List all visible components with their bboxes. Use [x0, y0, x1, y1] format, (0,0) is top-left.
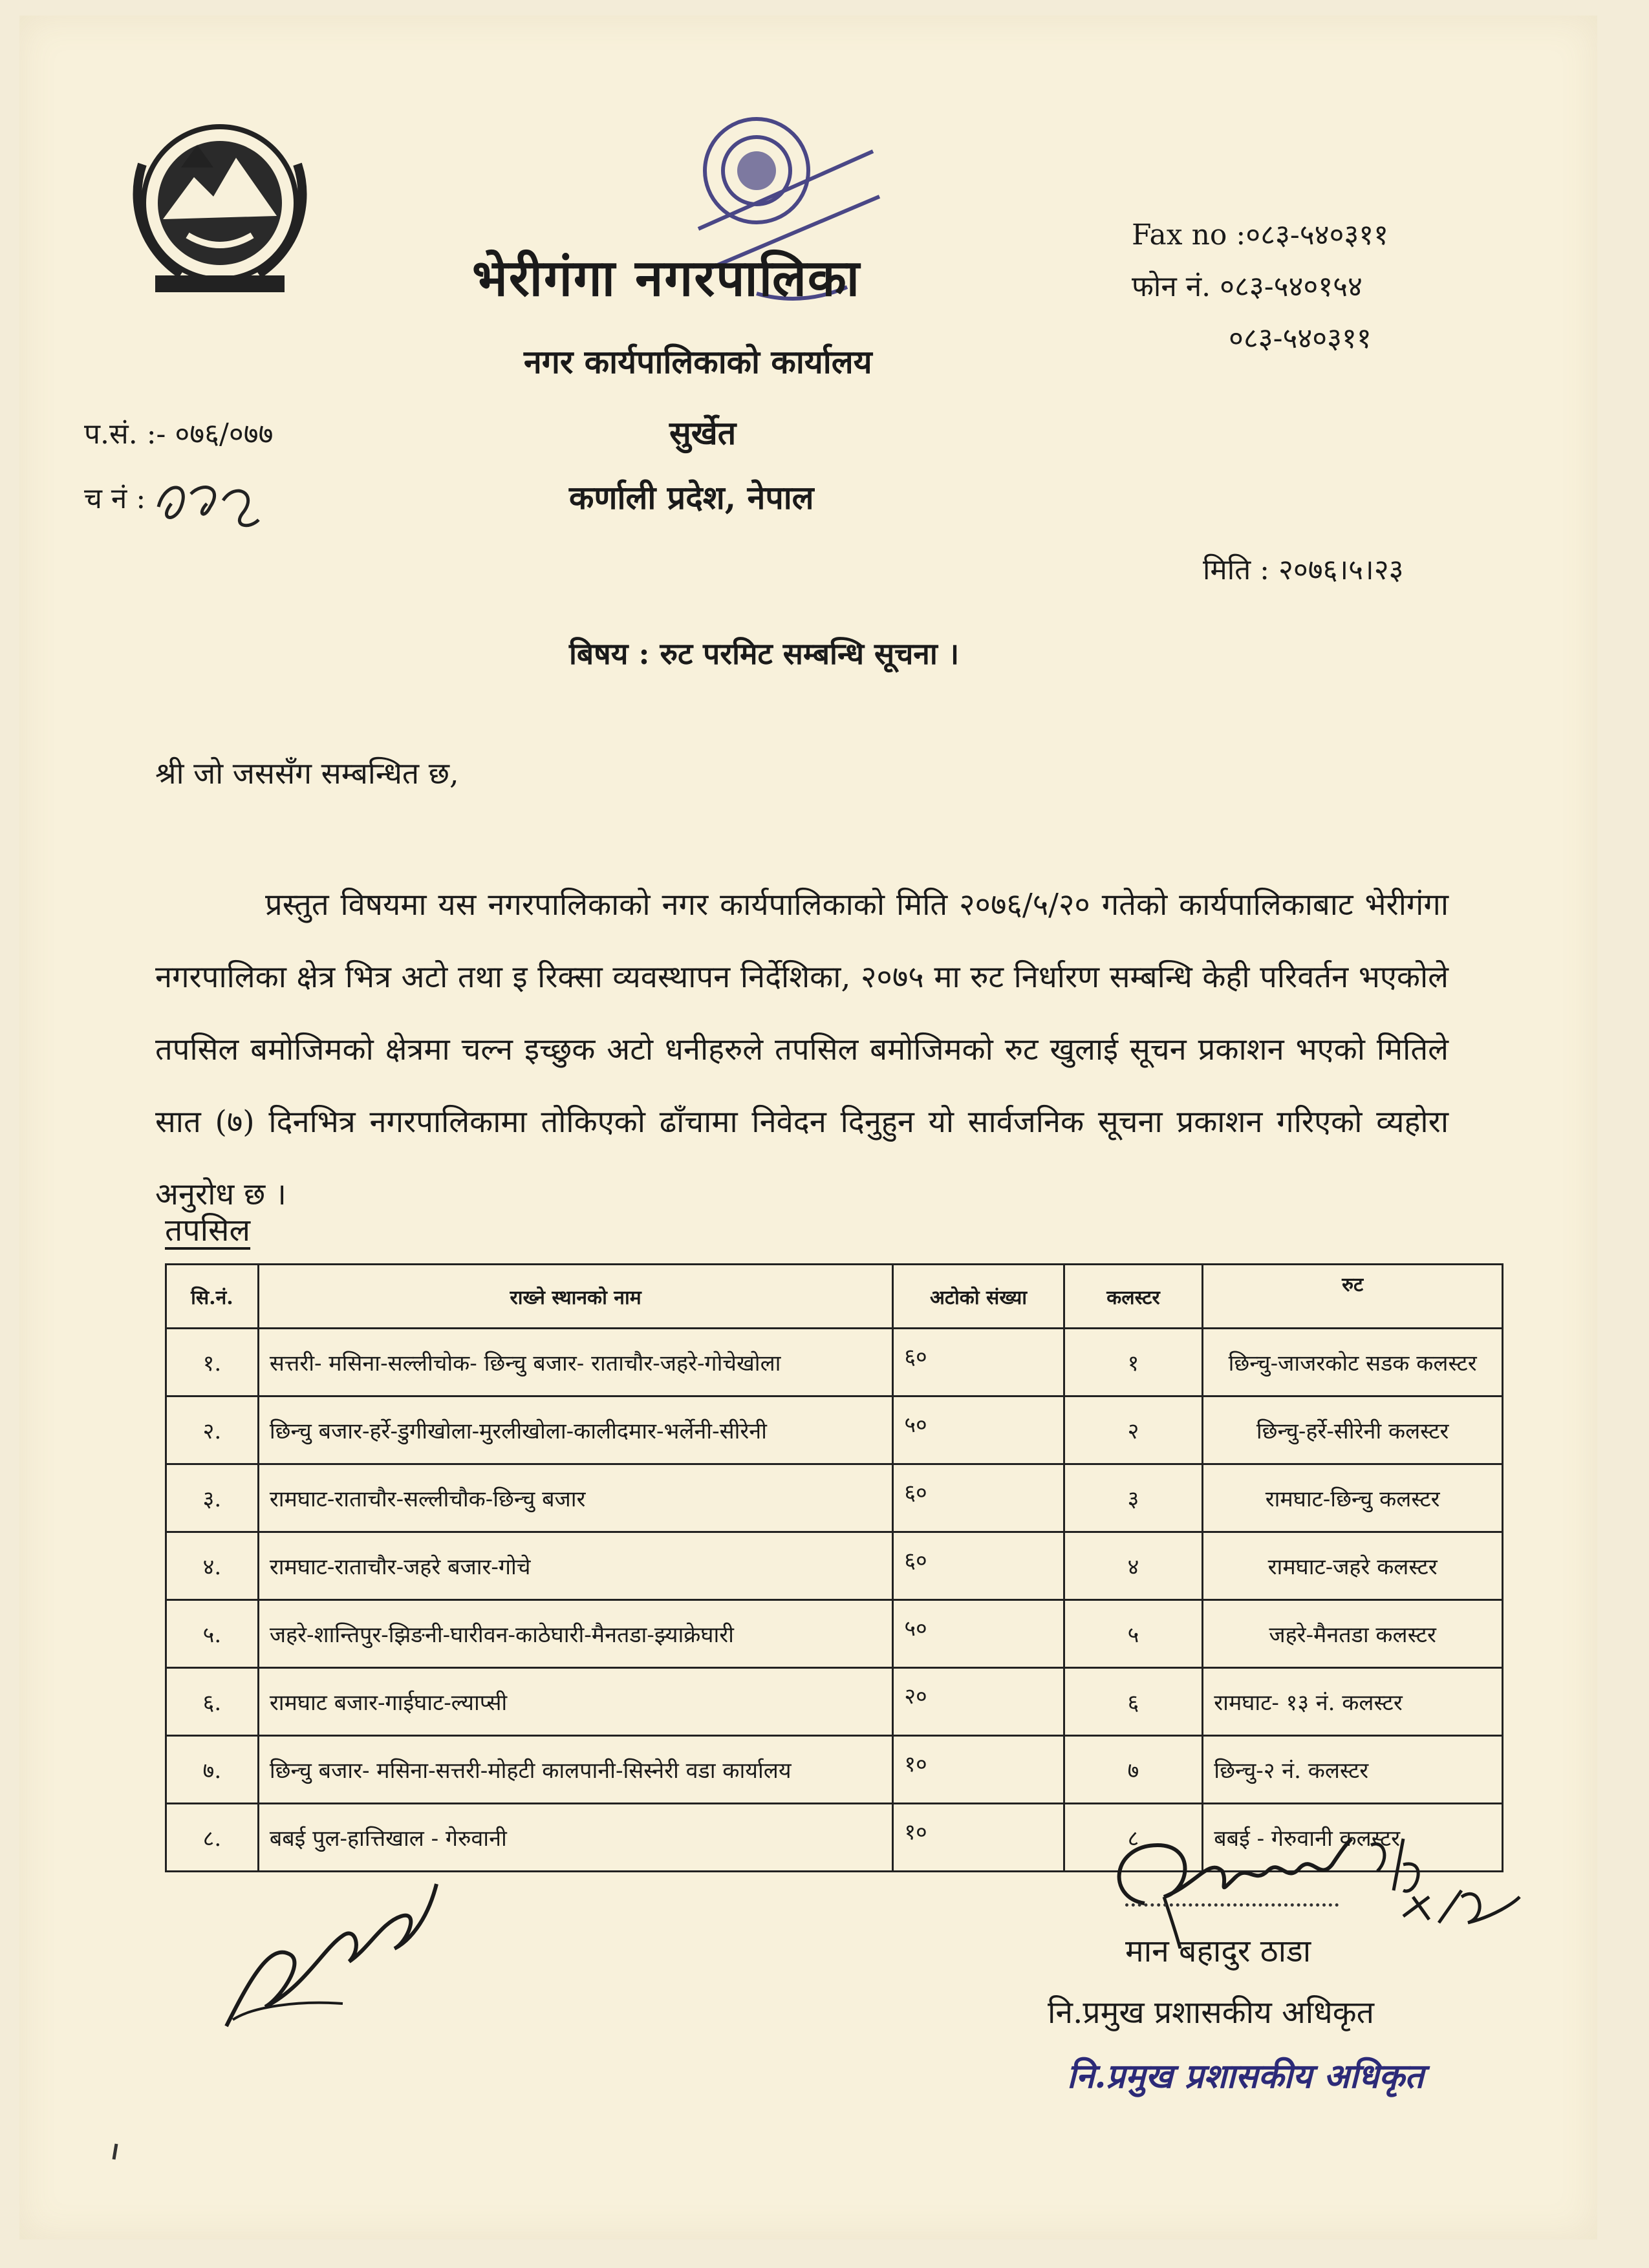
- cell-count: ५०: [893, 1600, 1064, 1668]
- ink-mark-icon: [110, 2143, 123, 2162]
- table-row: [166, 1532, 1503, 1600]
- office-province: कर्णाली प्रदेश, नेपाल: [569, 478, 814, 517]
- cell-count: १०: [893, 1804, 1064, 1872]
- col-header-count: अटोको संख्या: [893, 1265, 1064, 1329]
- table-row: [166, 1668, 1503, 1736]
- letter-date: मिति : २०७६।५।२३: [1203, 553, 1404, 586]
- table-row: [166, 1329, 1503, 1396]
- cell-place: छिन्चु बजार-हर्रे-डुगीखोला-मुरलीखोला-कालीदमार-भर्लेनी-सीरेनी: [258, 1396, 893, 1464]
- cell-place: जहरे-शान्तिपुर-झिङनी-घारीवन-काठेघारी-मैनतडा-झ्याक्रेघारी: [258, 1600, 893, 1668]
- phone-number-2: ०८३-५४०३११: [1229, 322, 1372, 355]
- cell-cluster: ६: [1064, 1668, 1203, 1736]
- cell-place: रामघाट बजार-गाईघाट-ल्याप्सी: [258, 1668, 893, 1736]
- cell-route: रामघाट- १३ नं. कलस्टर: [1203, 1668, 1503, 1736]
- cell-cluster: ४: [1064, 1532, 1203, 1600]
- cell-sn: ७.: [166, 1736, 259, 1804]
- salutation: श्री जो जससँग सम्बन्धित छ,: [155, 756, 459, 791]
- route-table: [165, 1263, 1503, 1872]
- cell-count: ६०: [893, 1464, 1064, 1532]
- cell-route: बबई - गेरुवानी कलस्टर: [1203, 1804, 1503, 1872]
- cell-cluster: ३: [1064, 1464, 1203, 1532]
- cell-route: रामघाट-जहरे कलस्टर: [1203, 1532, 1503, 1600]
- cell-place: रामघाट-राताचौर-सल्लीचौक-छिन्चु बजार: [258, 1464, 893, 1532]
- cell-sn: ६.: [166, 1668, 259, 1736]
- fax-number: Fax no :०८३-५४०३११: [1132, 219, 1389, 251]
- cell-sn: ५.: [166, 1600, 259, 1668]
- cell-cluster: २: [1064, 1396, 1203, 1464]
- contact-block: [1132, 209, 1388, 365]
- cell-count: ६०: [893, 1532, 1064, 1600]
- office-title: भेरीगंगा नगरपालिका: [472, 249, 861, 308]
- table-row: [166, 1396, 1503, 1464]
- signatory-stamp: नि.प्रमुख प्रशासकीय अधिकृत: [1067, 2057, 1424, 2096]
- cell-route: छिन्चु-हर्रे-सीरेनी कलस्टर: [1203, 1396, 1503, 1464]
- cell-count: ६०: [893, 1329, 1064, 1396]
- cell-count: १०: [893, 1736, 1064, 1804]
- handwritten-dispatch-number-icon: [146, 468, 268, 539]
- col-header-route: रुट: [1203, 1265, 1503, 1329]
- col-header-cluster: कलस्टर: [1064, 1265, 1203, 1329]
- cell-route: छिन्चु-२ नं. कलस्टर: [1203, 1736, 1503, 1804]
- letter-subject: बिषय : रुट परमिट सम्बन्धि सूचना ।: [569, 636, 960, 671]
- cell-sn: ३.: [166, 1464, 259, 1532]
- nepal-emblem-icon: [116, 106, 323, 300]
- table-header-row: [166, 1265, 1503, 1329]
- cell-sn: ८.: [166, 1804, 259, 1872]
- table-row: [166, 1600, 1503, 1668]
- col-header-place: राख्ने स्थानको नाम: [258, 1265, 893, 1329]
- cell-place: बबई पुल-हात्तिखाल - गेरुवानी: [258, 1804, 893, 1872]
- cell-cluster: ५: [1064, 1600, 1203, 1668]
- cell-route: जहरे-मैनतडा कलस्टर: [1203, 1600, 1503, 1668]
- reference-number: प.सं. :- ०७६/०७७: [84, 418, 274, 451]
- cell-sn: १.: [166, 1329, 259, 1396]
- cell-count: २०: [893, 1668, 1064, 1736]
- cell-place: सत्तरी- मसिना-सल्लीचोक- छिन्चु बजार- राताचौर-जहरे-गोचेखोला: [258, 1329, 893, 1396]
- cell-count: ५०: [893, 1396, 1064, 1464]
- signatory-name: मान बहादुर ठाडा: [1125, 1933, 1311, 1969]
- dispatch-number-label: च नं :: [84, 482, 146, 515]
- cell-place: रामघाट-राताचौर-जहरे बजार-गोचे: [258, 1532, 893, 1600]
- cell-cluster: १: [1064, 1329, 1203, 1396]
- table-row: [166, 1464, 1503, 1532]
- left-signature-icon: [213, 1845, 446, 2039]
- cell-route: रामघाट-छिन्चु कलस्टर: [1203, 1464, 1503, 1532]
- schedule-heading: तपसिल: [165, 1212, 251, 1248]
- table-row: [166, 1736, 1503, 1804]
- signature-line: [1125, 1903, 1339, 1907]
- letter-body: प्रस्तुत विषयमा यस नगरपालिकाको नगर कार्यपालिकाको मिति २०७६/५/२० गतेको कार्यपालिकाबाट भेरीगंगा नगरपालिका क्षेत्र भित्र अटो तथा इ रिक्सा व्यवस्थापन निर्देशिका, २०७५ मा रुट निर्धारण सम्बन्धि केही परिवर्तन भएकोले तपसिल बमोजिमको क्षेत्रमा चल्न इच्छुक अटो धनीहरुले तपसिल बमोजिमको रुट खुलाई सूचन प्रकाशन भएको मितिले सात (७) दिनभित्र नगरपालिकामा तोकिएको ढाँचामा निवेदन दिनुहुन यो सार्वजनिक सूचना प्रकाशन गरिएको व्यहोरा अनुरोध छ ।: [155, 887, 1449, 1212]
- office-stamp-icon: [660, 100, 912, 352]
- cell-sn: २.: [166, 1396, 259, 1464]
- cell-cluster: ८: [1064, 1804, 1203, 1872]
- cell-place: छिन्चु बजार- मसिना-सत्तरी-मोहटी कालपानी-सिस्नेरी वडा कार्यालय: [258, 1736, 893, 1804]
- document-page: [19, 16, 1597, 2240]
- cell-sn: ४.: [166, 1532, 259, 1600]
- col-header-sn: सि.नं.: [166, 1265, 259, 1329]
- signatory-title: नि.प्रमुख प्रशासकीय अधिकृत: [1048, 1995, 1374, 2031]
- phone-number: फोन नं. ०८३-५४०१५४: [1132, 270, 1363, 303]
- cell-route: छिन्चु-जाजरकोट सडक कलस्टर: [1203, 1329, 1503, 1396]
- office-city: सुर्खेत: [669, 414, 737, 452]
- office-subtitle: नगर कार्यपालिकाको कार्यालय: [524, 343, 872, 381]
- cell-cluster: ७: [1064, 1736, 1203, 1804]
